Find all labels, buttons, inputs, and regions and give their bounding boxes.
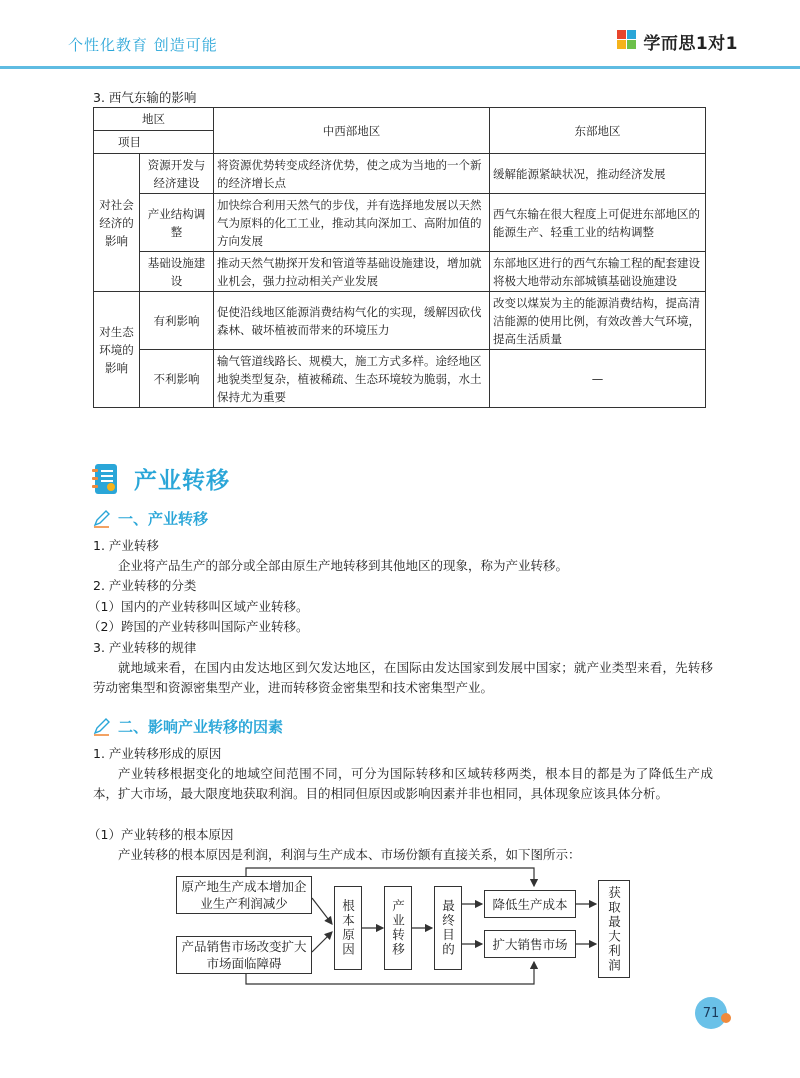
subsection-header [92, 508, 208, 529]
table-header-row [94, 108, 706, 154]
flow-box-expand-market: 扩大销售市场 [484, 930, 576, 958]
subsection-header [92, 716, 283, 737]
flow-box-goal: 最终目的 [434, 886, 462, 970]
table-row [94, 292, 706, 350]
notebook-icon [92, 463, 120, 495]
heading-text: 1. 产业转移形成的原因 [93, 746, 222, 761]
row-east: 东部地区进行的西气东输工程的配套建设将极大地带动东部城镇基础设施建设 [490, 252, 706, 292]
page-dot-decoration [721, 1013, 731, 1023]
heading-text: 2. 产业转移的分类 [93, 578, 197, 593]
row-west: 推动天然气勘探开发和管道等基础设施建设，增加就业机会，强力拉动相关产业发展 [214, 252, 490, 292]
row-east: — [490, 350, 706, 408]
list-item: （1）产业转移的根本原因 [88, 827, 234, 842]
row-item: 资源开发与经济建设 [140, 154, 214, 194]
row-west: 促使沿线地区能源消费结构气化的实现，缓解因砍伐森林、破坏植被而带来的环境压力 [214, 292, 490, 350]
row-west: 加快综合利用天然气的步伐，并有选择地发展以天然气为原料的化工工业，推动其向深加工、高附加值的方向发展 [214, 194, 490, 252]
brand-logo-icon [617, 30, 639, 52]
flow-box-cost: 原产地生产成本增加企业生产利润减少 [176, 876, 312, 914]
table-row [94, 350, 706, 408]
flow-box-root-cause: 根本原因 [334, 886, 362, 970]
flow-box-market: 产品销售市场改变扩大市场面临障碍 [176, 936, 312, 974]
row-item: 不利影响 [140, 350, 214, 408]
row-west: 将资源优势转变成经济优势，使之成为当地的一个新的经济增长点 [214, 154, 490, 194]
list-item: （1）国内的产业转移叫区域产业转移。 [88, 599, 309, 614]
flow-diagram [166, 866, 646, 992]
brand [617, 28, 738, 54]
row-item: 基础设施建设 [140, 252, 214, 292]
heading-text: 3. 产业转移的规律 [93, 640, 197, 655]
group-social-cell: 对社会经济的影响 [94, 154, 140, 292]
header-west: 中西部地区 [214, 108, 490, 154]
paragraph: 企业将产品生产的部分或全部由原生产地转移到其他地区的现象，称为产业转移。 [118, 558, 569, 573]
flow-box-max-profit: 获取最大利润 [598, 880, 630, 978]
row-east: 缓解能源紧缺状况，推动经济发展 [490, 154, 706, 194]
table-row [94, 252, 706, 292]
subsection-title: 二、影响产业转移的因素 [118, 718, 284, 736]
flow-box-lower-cost: 降低生产成本 [484, 890, 576, 918]
subsection-title: 一、产业转移 [118, 510, 209, 528]
table-section-title: 3. 西气东输的影响 [93, 90, 197, 105]
header-east: 东部地区 [490, 108, 706, 154]
header-item: 项目 [118, 135, 141, 149]
header-region: 地区 [142, 112, 165, 126]
group-eco-cell: 对生态环境的影响 [94, 292, 140, 408]
header-slogan: 个性化教育 创造可能 [68, 36, 218, 54]
row-item: 产业结构调整 [140, 194, 214, 252]
paragraph: 产业转移的根本原因是利润，利润与生产成本、市场份额有直接关系，如下图所示： [118, 847, 581, 862]
heading-text: 1. 产业转移 [93, 538, 159, 553]
list-item: （2）跨国的产业转移叫国际产业转移。 [88, 619, 309, 634]
row-west: 输气管道线路长、规模大，施工方式多样。途经地区地貌类型复杂，植被稀疏、生态环境较为脆弱，水土保持尤为重要 [214, 350, 490, 408]
row-east: 改变以煤炭为主的能源消费结构，提高清洁能源的使用比例，有效改善大气环境，提高生活质量 [490, 292, 706, 350]
table-row [94, 154, 706, 194]
pencil-icon [92, 509, 112, 529]
table-corner-cell [94, 108, 214, 154]
row-east: 西气东输在很大程度上可促进东部地区的能源生产、轻重工业的结构调整 [490, 194, 706, 252]
flow-box-transfer: 产业转移 [384, 886, 412, 970]
page-header [0, 0, 800, 68]
header-divider [0, 66, 800, 69]
impact-table [93, 107, 706, 408]
paragraph: 就地域来看，在国内由发达地区到欠发达地区，在国际由发达国家到发展中国家；就产业类型来看，先转移劳动密集型和资源密集型产业，进而转移资金密集型和技术密集型产业。 [93, 660, 713, 695]
page-number: 71 [695, 997, 727, 1029]
paragraph: 产业转移根据变化的地域空间范围不同，可分为国际转移和区域转移两类，根本目的都是为了降低生产成本，扩大市场，最大限度地获取利润。目的相同但原因或影响因素并非也相同，具体现象应该具体分析。 [93, 766, 713, 801]
brand-name: 学而思1对1 [643, 33, 738, 54]
row-item: 有利影响 [140, 292, 214, 350]
section-header [92, 462, 230, 495]
table-row [94, 194, 706, 252]
section-title: 产业转移 [134, 468, 230, 494]
pencil-icon [92, 717, 112, 737]
